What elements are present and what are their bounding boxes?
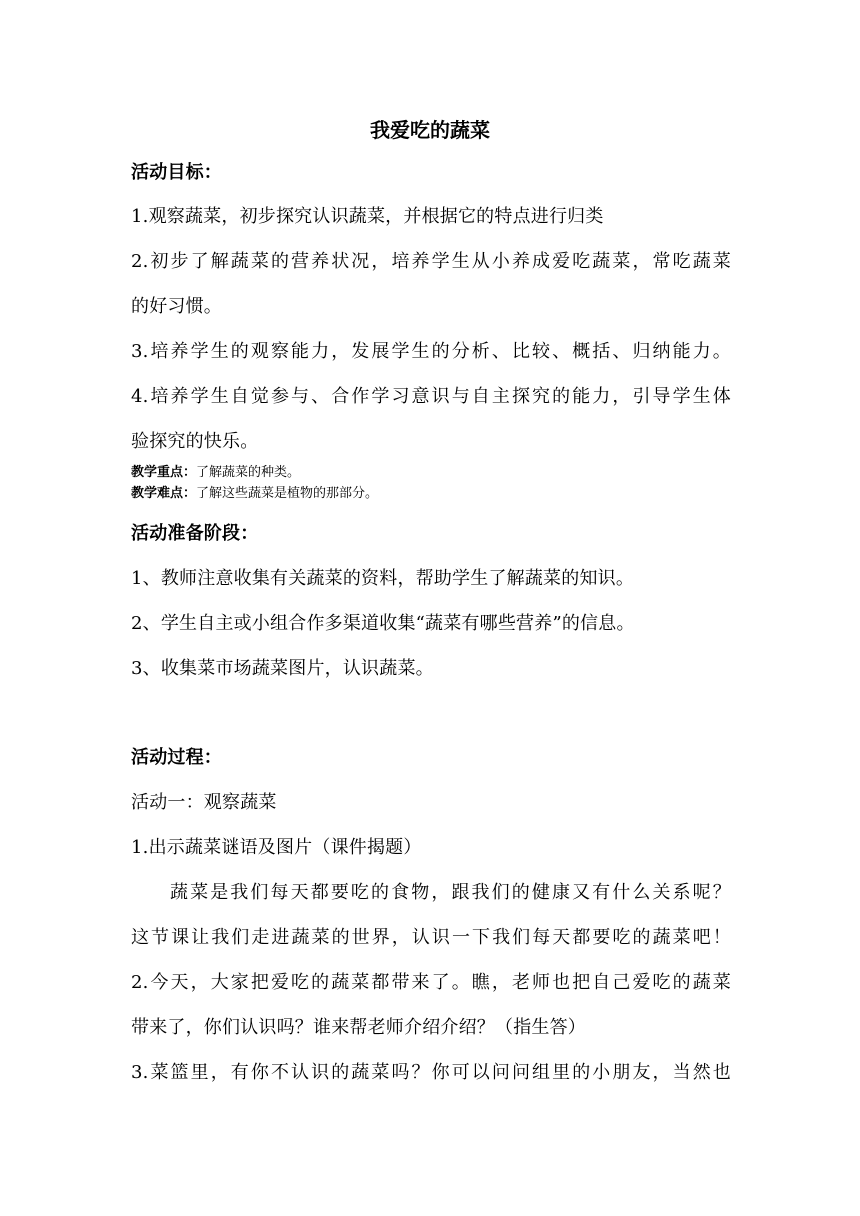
goal-item-3: 3.培养学生的观察能力，发展学生的分析、比较、概括、归纳能力。 — [131, 341, 731, 362]
key-point — [131, 465, 300, 481]
activity-one-title: 活动一：观察蔬菜 — [131, 792, 277, 813]
process-line-5: 带来了，你们认识吗？谁来帮老师介绍介绍？（指生答） — [131, 1017, 586, 1038]
process-heading: 活动过程： — [131, 747, 222, 768]
goal-item-1: 1.观察蔬菜，初步探究认识蔬菜，并根据它的特点进行归类 — [131, 206, 604, 227]
prep-item-2: 2、学生自主或小组合作多渠道收集“蔬菜有哪些营养”的信息。 — [131, 613, 635, 634]
goal-item-2-cont: 的好习惯。 — [131, 296, 222, 317]
difficulty-point — [131, 486, 378, 502]
prep-heading: 活动准备阶段： — [131, 523, 259, 544]
goals-heading: 活动目标： — [131, 162, 222, 183]
difficulty-text: 了解这些蔬菜是植物的那部分。 — [196, 486, 379, 501]
goal-item-4-cont: 验探究的快乐。 — [131, 431, 259, 452]
goal-item-2: 2.初步了解蔬菜的营养状况，培养学生从小养成爱吃蔬菜，常吃蔬菜 — [131, 251, 731, 272]
prep-item-3: 3、收集菜市场蔬菜图片，认识蔬菜。 — [131, 658, 434, 679]
process-line-4: 2.今天，大家把爱吃的蔬菜都带来了。瞧，老师也把自己爱吃的蔬菜 — [131, 972, 731, 993]
prep-item-1: 1、教师注意收集有关蔬菜的资料，帮助学生了解蔬菜的知识。 — [131, 568, 635, 589]
difficulty-label: 教学难点： — [131, 486, 197, 501]
key-point-label: 教学重点： — [131, 465, 197, 480]
goal-item-4: 4.培养学生自觉参与、合作学习意识与自主探究的能力，引导学生体 — [131, 386, 731, 407]
process-line-2: 蔬菜是我们每天都要吃的食物，跟我们的健康又有什么关系呢？ — [170, 882, 731, 903]
process-line-3: 这节课让我们走进蔬菜的世界，认识一下我们每天都要吃的蔬菜吧！ — [131, 927, 731, 948]
process-line-1: 1.出示蔬菜谜语及图片（课件揭题） — [131, 837, 422, 858]
key-point-text: 了解蔬菜的种类。 — [196, 465, 301, 480]
document-title: 我爱吃的蔬菜 — [370, 118, 490, 142]
process-line-6: 3.菜篮里，有你不认识的蔬菜吗？你可以问问组里的小朋友，当然也 — [131, 1062, 731, 1083]
